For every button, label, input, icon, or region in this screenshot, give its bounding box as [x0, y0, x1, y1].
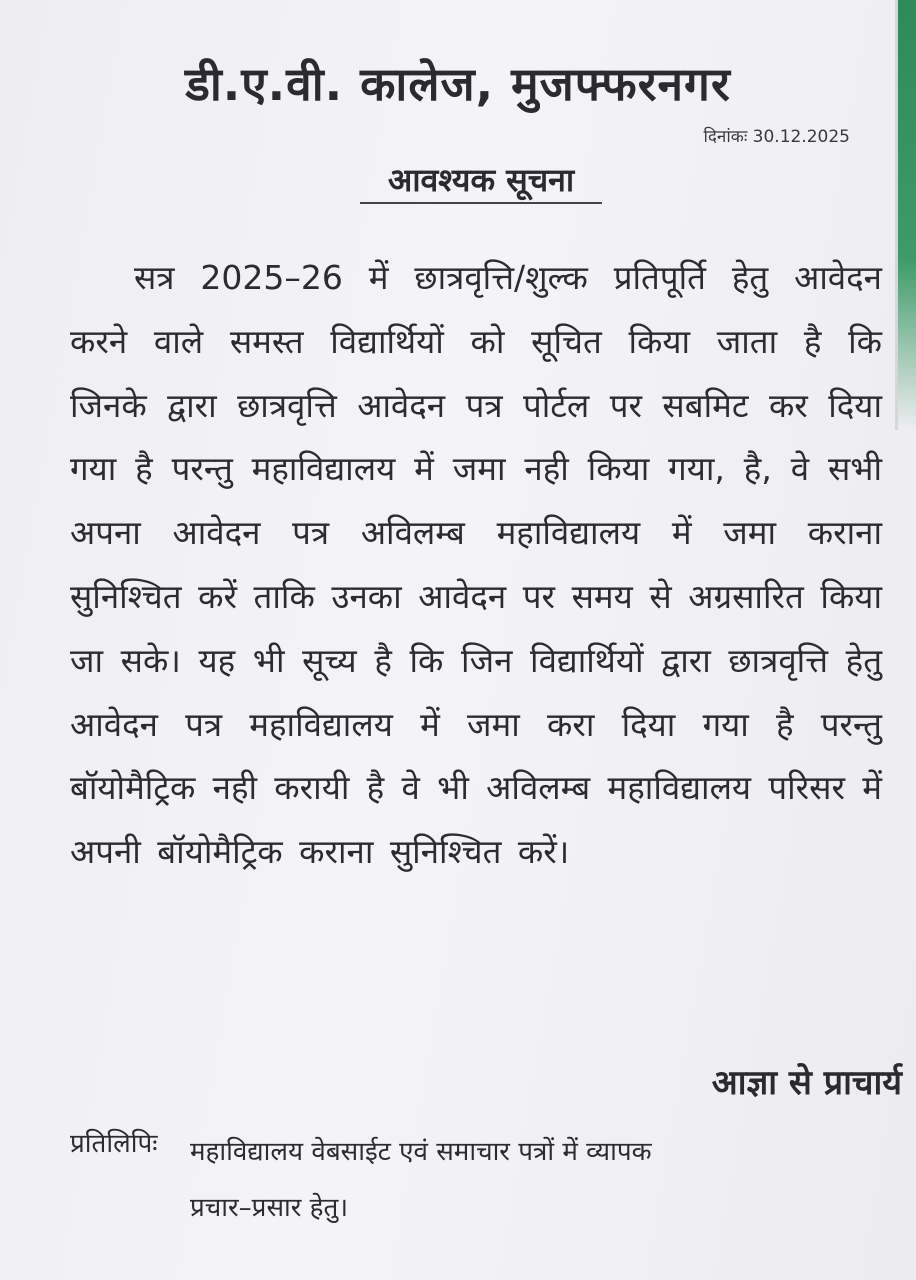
college-name: डी.ए.वी. कालेज, मुजफ्फरनगर [185, 57, 731, 111]
copy-distribution [190, 1124, 850, 1236]
notice-body: सत्र 2025–26 में छात्रवृत्ति/शुल्क प्रतिपूर्ति हेतु आवेदन करने वाले समस्त विद्यार्थियों को सूचित किया जाता है कि जिनके द्वारा छात्रवृत्ति आवेदन पत्र पोर्टल पर सबमिट कर दिया गया है परन्तु महाविद्यालय में जमा नही किया गया, है, वे सभी अपना आवेदन पत्र अविलम्ब महाविद्यालय में जमा कराना सुनिश्चित करें ताकि उनका आवेदन पर समय से अग्रसारित किया जा सके। यह भी सूच्य है कि जिन विद्यार्थियों द्वारा छात्रवृत्ति हेतु आवेदन पत्र महाविद्यालय में जमा करा दिया गया है परन्तु बॉयोमैट्रिक नही करायी है वे भी अविलम्ब महाविद्यालय परिसर में अपनी बॉयोमैट्रिक कराना सुनिश्चित करें। [70, 258, 882, 872]
notice-title: आवश्यक सूचना [387, 161, 575, 199]
title-underline [360, 202, 602, 204]
principal-signature-line: आज्ञा से प्राचार्य [711, 1063, 902, 1103]
copy-label: प्रतिलिपिः [70, 1129, 158, 1159]
copy-line-2: प्रचार–प्रसार हेतु। [190, 1193, 349, 1223]
notice-date: दिनांकः 30.12.2025 [703, 127, 850, 147]
copy-line-1: महाविद्यालय वेबसाईट एवं समाचार पत्रों में व्यापक [190, 1137, 652, 1167]
